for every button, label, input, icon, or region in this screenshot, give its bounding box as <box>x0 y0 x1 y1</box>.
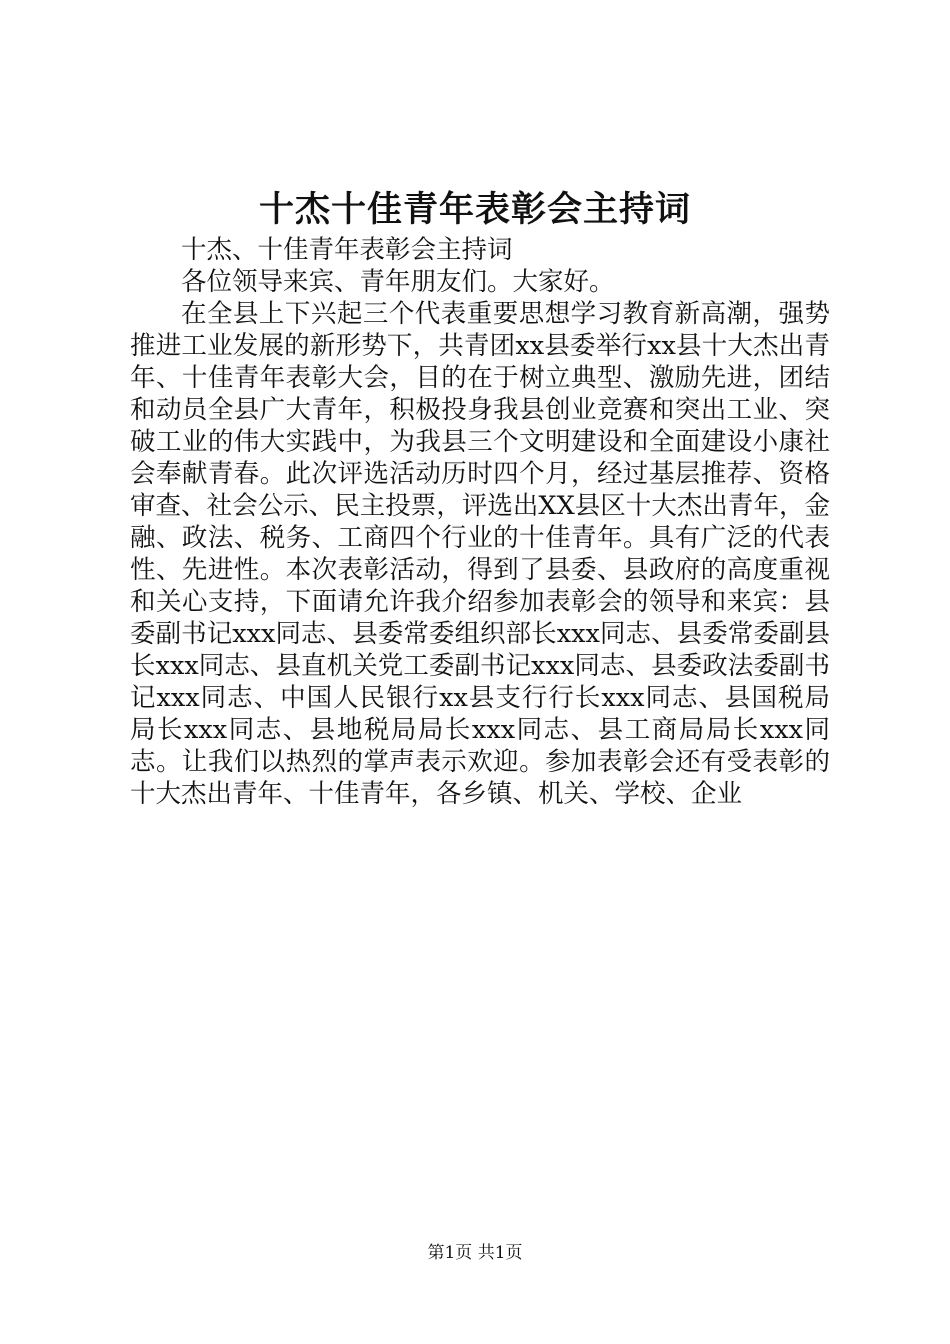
document-body <box>130 234 830 810</box>
paragraph-main: 在全县上下兴起三个代表重要思想学习教育新高潮，强势推进工业发展的新形势下，共青团xx县委举行xx县十大杰出青年、十佳青年表彰大会，目的在于树立典型、激励先进，团结和动员全县广大青年，积极投身我县创业竞赛和突出工业、突破工业的伟大实践中，为我县三个文明建设和全面建设小康社会奉献青春。此次评选活动历时四个月，经过基层推荐、资格审查、社会公示、民主投票，评选出XX县区十大杰出青年，金融、政法、税务、工商四个行业的十佳青年。具有广泛的代表性、先进性。本次表彰活动，得到了县委、县政府的高度重视和关心支持，下面请允许我介绍参加表彰会的领导和来宾：县委副书记xxx同志、县委常委组织部长xxx同志、县委常委副县长xxx同志、县直机关党工委副书记xxx同志、县委政法委副书记xxx同志、中国人民银行xx县支行行长xxx同志、县国税局局长xxx同志、县地税局局长xxx同志、县工商局局长xxx同志。让我们以热烈的掌声表示欢迎。参加表彰会还有受表彰的十大杰出青年、十佳青年，各乡镇、机关、学校、企业 <box>130 299 830 809</box>
page-footer: 第1页 共1页 <box>427 1243 523 1263</box>
paragraph-greeting: 各位领导来宾、青年朋友们。大家好。 <box>181 267 615 297</box>
paragraph-heading: 十杰、十佳青年表彰会主持词 <box>181 235 513 265</box>
document-title: 十杰十佳青年表彰会主持词 <box>258 190 691 230</box>
